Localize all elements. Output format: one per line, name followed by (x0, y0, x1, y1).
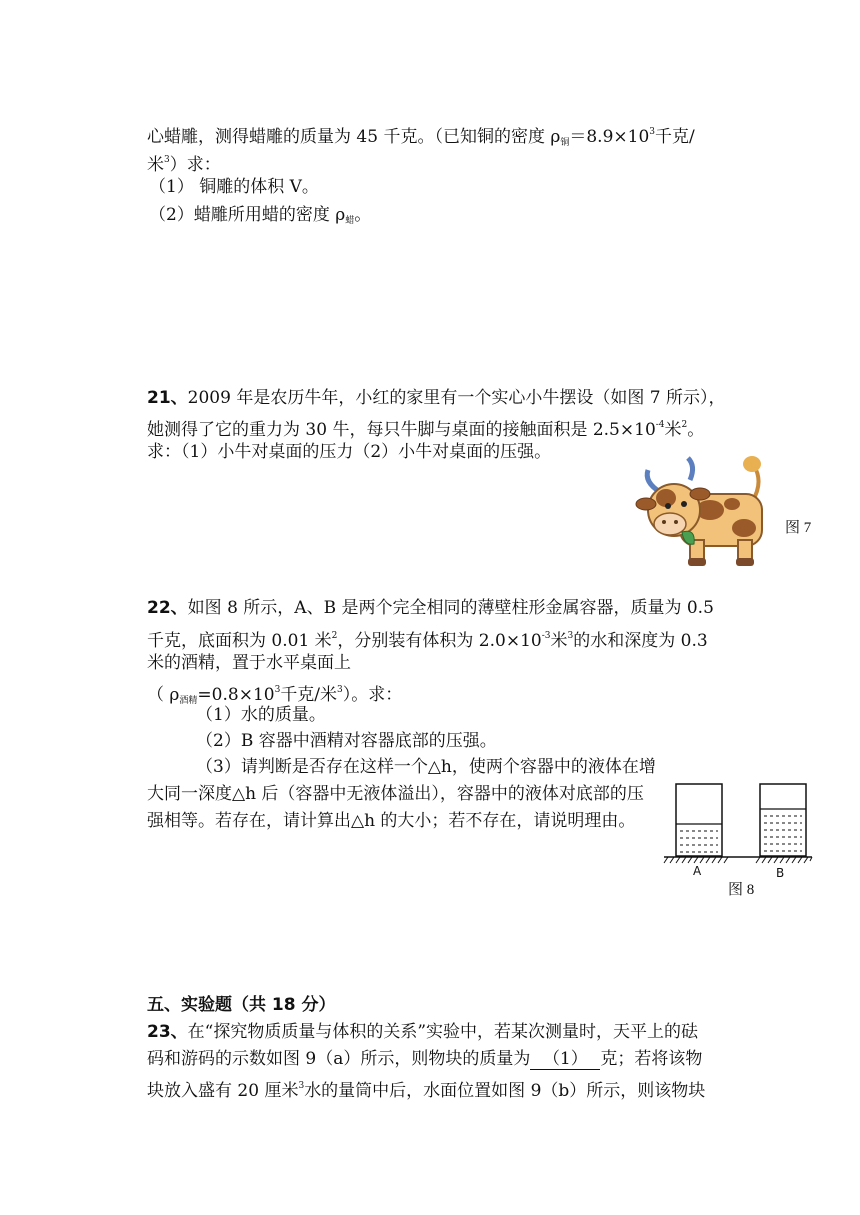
p22-question-2: （2）B 容器中酒精对容器底部的压强。 (196, 731, 497, 751)
p21-line2: 她测得了它的重力为 30 牛，每只牛脚与桌面的接触面积是 $2.5\times 10^{-4}$米$^2$。 (147, 420, 705, 440)
cow-figure (632, 452, 772, 572)
answer-blank-1: （1） (530, 1049, 600, 1070)
containers-figure (660, 778, 820, 870)
p22-line3: 米的酒精，置于水平桌面上 (147, 653, 351, 673)
p22-question-3-line3: 强相等。若存在，请计算出△h 的大小；若不存在，请说明理由。 (147, 811, 636, 831)
container-b-label: B (776, 866, 785, 880)
figure-8-caption: 图 8 (728, 882, 755, 898)
p20-question-1: （1） 铜雕的体积 V。 (149, 177, 319, 197)
container-a-water (677, 824, 721, 855)
p23-line2: 码和游码的示数如图 9（a）所示，则物块的质量为 （1） 克；若将该物 (147, 1049, 703, 1069)
p22-line2: 千克，底面积为 0.01 米$^2$，分别装有体积为 $2.0\times 10^{-3}$米$^3$的水和深度为 0.3 (147, 631, 708, 651)
p20-question-2: （2）蜡雕所用蜡的密度 $\rho_蜡$。 (149, 205, 372, 226)
container-b (760, 784, 806, 856)
p22-question-3-line1: （3）请判断是否存在这样一个△h，使两个容器中的液体在增 (196, 757, 656, 777)
p23-line3: 块放入盛有 20 厘米$^3$水的量筒中后，水面位置如图 9（b）所示，则该物块 (147, 1081, 706, 1101)
p22-line1: 22、如图 8 所示，A、B 是两个完全相同的薄壁柱形金属容器，质量为 0.5 (147, 598, 714, 618)
section-5-title: 五、实验题（共 18 分） (147, 995, 336, 1015)
p20-line2: 米$^3$）求： (147, 155, 221, 175)
p21-line3: 求：（1）小牛对桌面的压力（2）小牛对桌面的压强。 (147, 442, 552, 462)
p21-line1: 21、2009 年是农历牛年，小红的家里有一个实心小牛摆设（如图 7 所示）， (147, 388, 726, 408)
p22-line4: （ $\rho_{酒精}=0.8\times 10^3$千克/米$^3$）。求： (147, 685, 403, 706)
figure-7-caption: 图 7 (785, 520, 812, 536)
p23-line1: 23、在“探究物质质量与体积的关系”实验中，若某次测量时，天平上的砝 (147, 1022, 699, 1042)
container-a-label: A (693, 864, 702, 878)
p22-question-1: （1）水的质量。 (196, 705, 326, 725)
p20-line1: 心蜡雕，测得蜡雕的质量为 45 千克。（已知铜的密度 $\rho_铜=8.9\times 10^3$千克/ (147, 127, 695, 148)
p22-question-3-line2: 大同一深度△h 后（容器中无液体溢出），容器中的液体对底部的压 (147, 784, 644, 804)
